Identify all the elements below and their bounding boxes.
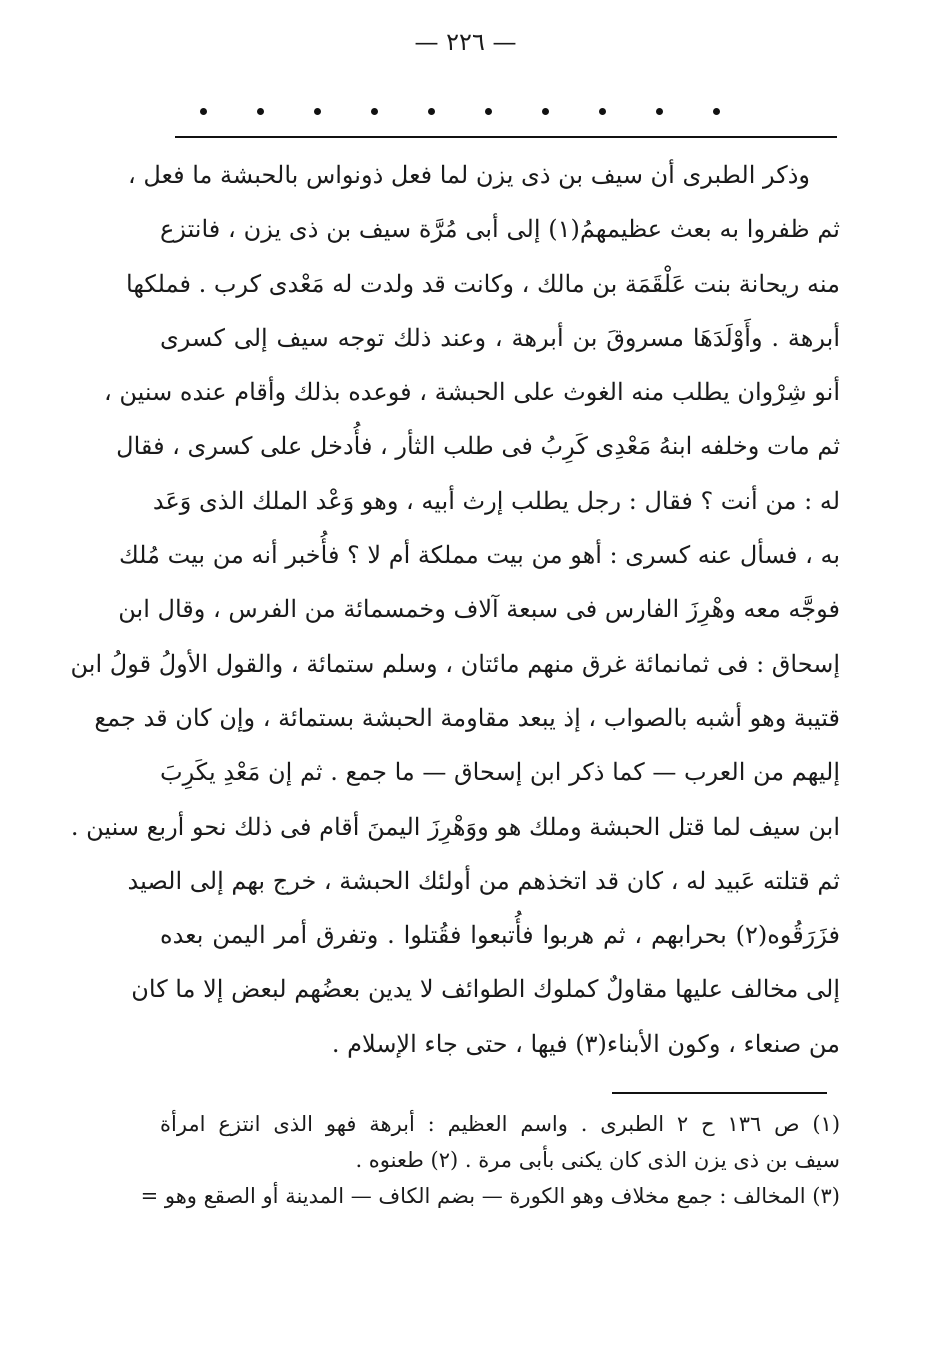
body-line: به ، فسأل عنه كسرى : أهو من بيت مملكة أم لا ؟ فأُخبر أنه من بيت مُلك xyxy=(118,541,840,570)
ornament-dot-icon xyxy=(314,108,321,115)
footnote-rule xyxy=(612,1092,827,1094)
ornament-row xyxy=(200,100,720,124)
ornament-dot-icon xyxy=(371,108,378,115)
body-line: إسحاق : فى ثمانمائة غرق منهم مائتان ، وسلم ستمائة ، والقول الأولُ قولُ ابن xyxy=(70,649,840,678)
footnote-line: (١) ص ١٣٦ ح ٢ الطبرى . واسم العظيم : أبرهة فهو الذى انتزع امرأة xyxy=(160,1112,841,1136)
body-line: قتيبة وهو أشبه بالصواب ، إذ يبعد مقاومة الحبشة بستمائة ، وإن كان قد جمع xyxy=(94,703,840,732)
body-line: إليهم من العرب — كما ذكر ابن إسحاق — ما جمع . ثم إن مَعْدِ يكَرِبَ xyxy=(159,758,840,787)
footnotes xyxy=(140,1106,841,1214)
ornament-dot-icon xyxy=(428,108,435,115)
header-rule xyxy=(175,136,837,138)
ornament-dot-icon xyxy=(713,108,720,115)
body-line: من صنعاء ، وكون الأبناء(٣) فيها ، حتى جاء الإسلام . xyxy=(331,1029,840,1058)
ornament-dot-icon xyxy=(542,108,549,115)
body-line: فزَرَقُوه(٢) بحرابهم ، ثم هربوا فأُتبعوا فقُتلوا . وتفرق أمر اليمن بعده xyxy=(160,921,840,950)
body-line: وذكر الطبرى أن سيف بن ذى يزن لما فعل ذونواس بالحبشة ما فعل ، xyxy=(127,161,810,189)
body-line: إلى مخالف عليها مقاولٌ كملوك الطوائف لا يدين بعضُهم لبعض إلا ما كان xyxy=(131,975,840,1004)
body-line: ثم ظفروا به بعث عظيمهمُ(١) إلى أبى مُرَّة سيف بن ذى يزن ، فانتزع xyxy=(160,215,840,244)
body-line: أبرهة . وأَوْلَدَهَا مسروقَ بن أبرهة ، وعند ذلك توجه سيف إلى كسرى xyxy=(160,323,840,352)
ornament-dot-icon xyxy=(257,108,264,115)
body-line: له : من أنت ؟ فقال : رجل يطلب إرث أبيه ، وهو وَعْد الملك الذى وَعَد xyxy=(152,486,840,515)
ornament-dot-icon xyxy=(485,108,492,115)
ornament-dot-icon xyxy=(599,108,606,115)
body-line: ثم مات وخلفه ابنهُ مَعْدِى كَرِبُ فى طلب الثأر ، فأُدخل على كسرى ، فقال xyxy=(116,432,840,461)
body-line: أنو شِرْوان يطلب منه الغوث على الحبشة ، فوعده بذلك وأقام عنده سنين ، xyxy=(104,378,840,407)
body-text xyxy=(70,148,840,1071)
body-line: فوجَّه معه وهْرِزَ الفارس فى سبعة آلاف وخمسمائة من الفرس ، وقال ابن xyxy=(118,595,840,624)
body-line: منه ريحانة بنت عَلْقَمَة بن مالك ، وكانت قد ولدت له مَعْدى كرب . فملكها xyxy=(126,269,840,298)
ornament-dot-icon xyxy=(656,108,663,115)
body-line: ثم قتلته عَبيد له ، كان قد اتخذهم من أولئك الحبشة ، خرج بهم إلى الصيد xyxy=(127,866,840,895)
page-number: — ٢٢٦ — xyxy=(414,28,517,56)
footnote-line: سيف بن ذى يزن الذى كان يكنى بأبى مرة . (٢) طعنوه . xyxy=(355,1148,840,1172)
ornament-dot-icon xyxy=(200,108,207,115)
footnote-line: (٣) المخالف : جمع مخلاف وهو الكورة — بضم الكاف — المدينة أو الصقع وهو = xyxy=(140,1184,840,1208)
body-line: ابن سيف لما قتل الحبشة وملك هو ووَهْرِزَ اليمنَ أقام فى ذلك نحو أربع سنين . xyxy=(70,812,840,841)
